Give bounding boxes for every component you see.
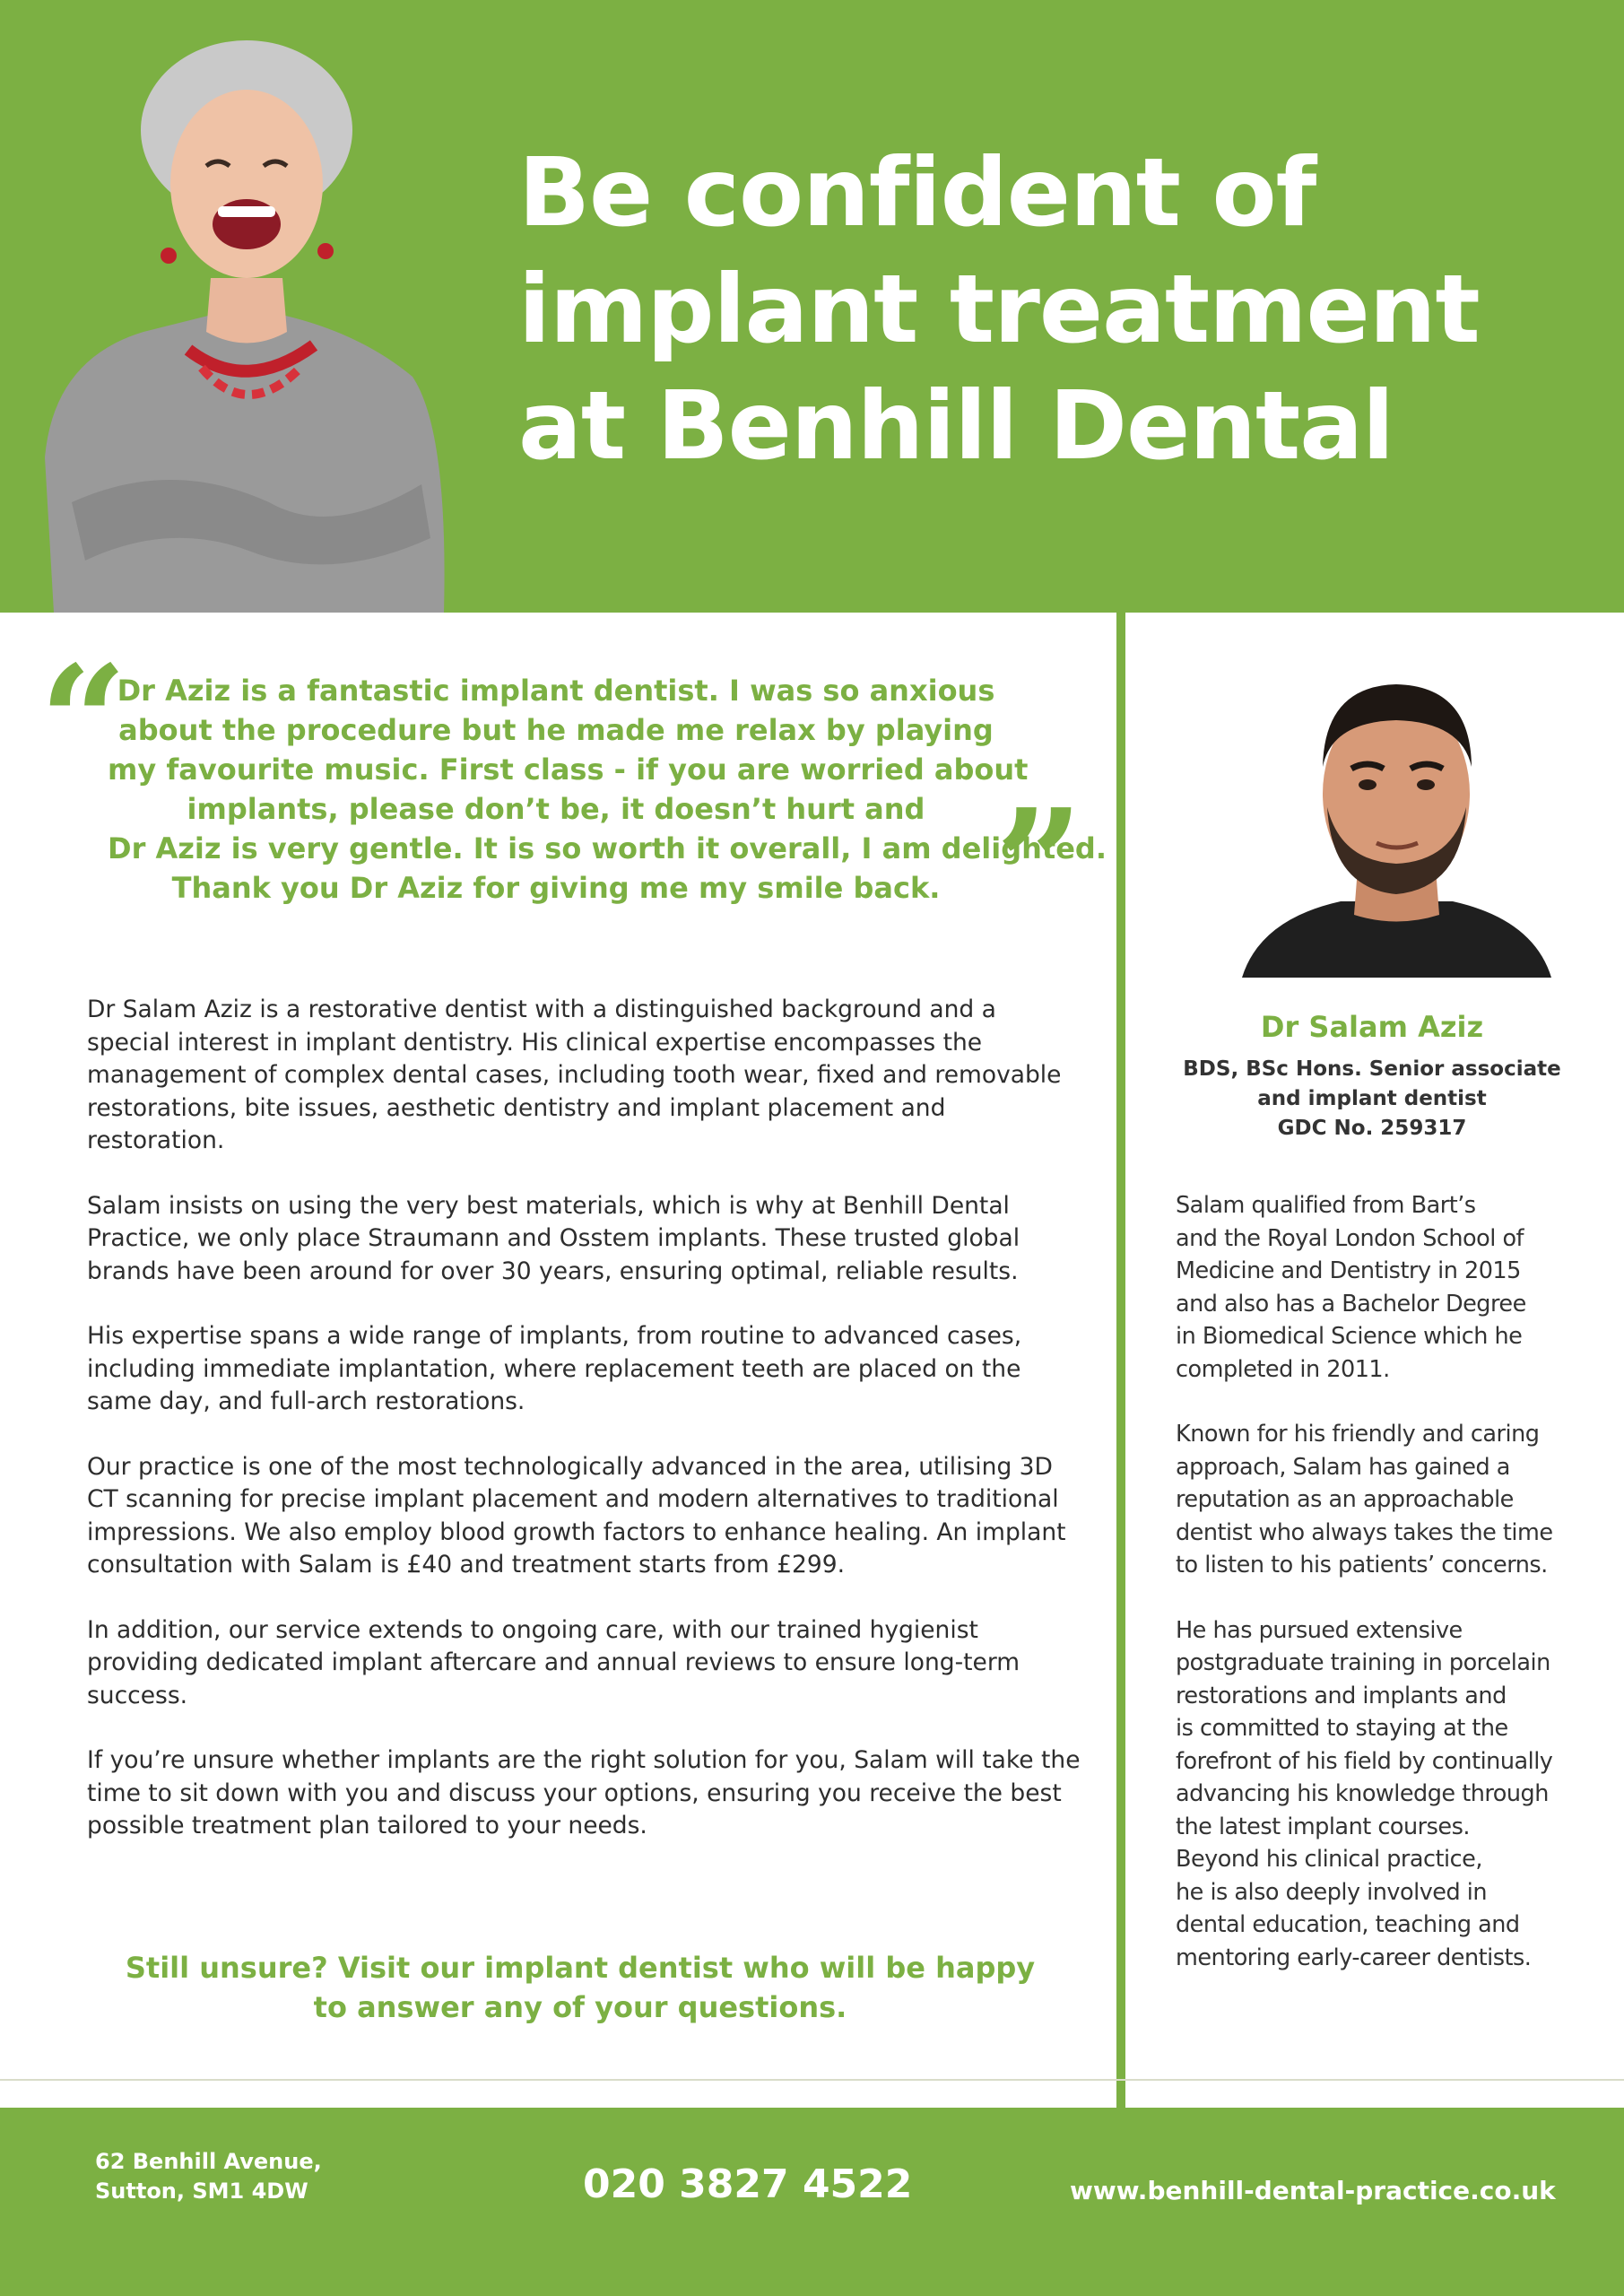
bio-line: restorations and implants and [1176,1682,1507,1709]
headline-line-1: Be confident of [518,138,1316,248]
body-paragraph: Dr Salam Aziz is a restorative dentist with a distinguished background and a special interest in implant dentistry. His clinical expertise encompasses the management of complex dental cases, including tooth wear, fixed and removable restorations, bite issues, aesthetic dentistry and implant placement and restoration. [87,996,1062,1154]
testimonial-quote [108,671,1107,908]
cta-line: Still unsure? Visit our implant dentist who will be happy [125,1951,1036,1985]
bio-line: the latest implant courses. [1176,1813,1470,1840]
bio-line: is committed to staying at the [1176,1715,1508,1742]
bio-line: dental education, teaching and [1176,1911,1520,1938]
bio-line: he is also deeply involved in [1176,1878,1488,1906]
bio-line: reputation as an approachable [1176,1486,1514,1513]
credential-line: and implant dentist [1257,1087,1487,1110]
bio-paragraph [1176,1189,1606,1386]
bio-line: Known for his friendly and caring [1176,1421,1540,1448]
dentist-biography [1176,1189,1606,2006]
bio-paragraph [1176,1614,1606,1975]
address-line: 62 Benhill Avenue, [95,2149,322,2174]
open-quote-icon: “ [39,632,127,812]
testimonial-line: Dr Aziz is very gentle. It is so worth it overall, I am delighted. [108,831,1107,865]
testimonial-line: Dr Aziz is a fantastic implant dentist. I was so anxious [117,674,995,708]
headline-line-3: at Benhill Dental [518,371,1394,481]
hero-banner [0,0,1624,613]
bio-line: completed in 2011. [1176,1355,1390,1383]
body-paragraph: Salam insists on using the very best materials, which is why at Benhill Dental Practice, we only place Straumann and Osstem implants. These trusted global brands have been around for over 30 years, ensuring optimal, reliable results. [87,1191,1020,1285]
practice-address [95,2147,322,2206]
bio-line: in Biomedical Science which he [1176,1323,1523,1350]
address-line: Sutton, SM1 4DW [95,2179,308,2204]
bio-line: dentist who always takes the time [1176,1518,1553,1546]
footer-bar [0,2108,1624,2296]
bio-paragraph [1176,1418,1606,1582]
testimonial-line: my favourite music. First class - if you are worried about [108,752,1029,787]
bio-line: to listen to his patients’ concerns. [1176,1552,1548,1578]
phone-number[interactable]: 020 3827 4522 [583,2161,913,2207]
bio-line: advancing his knowledge through [1176,1780,1549,1807]
call-to-action [87,1948,1073,2027]
testimonial-line: about the procedure but he made me relax by playing [118,713,994,747]
headline [518,135,1594,484]
cta-line: to answer any of your questions. [313,1990,847,2024]
headline-line-2: implant treatment [518,255,1480,364]
bio-line: mentoring early-career dentists. [1176,1944,1532,1971]
testimonial-line: implants, please don’t be, it doesn’t hurt and [187,792,925,826]
dentist-credentials [1139,1055,1605,1144]
main-article [87,994,1082,1875]
woman-portrait-image [36,36,457,613]
bio-line: Medicine and Dentistry in 2015 [1176,1257,1521,1284]
bio-line: approach, Salam has gained a [1176,1453,1510,1481]
credential-line: BDS, BSc Hons. Senior associate [1183,1057,1561,1081]
body-paragraph: If you’re unsure whether implants are the right solution for you, Salam will take the time to sit down with you and discuss your options, ensuring you receive the best possible treatment plan tailored to your needs. [87,1746,1081,1839]
credential-line: GDC No. 259317 [1277,1117,1467,1140]
column-divider [1116,613,1125,2108]
horizontal-rule [0,2079,1624,2081]
dentist-name: Dr Salam Aziz [1260,1010,1484,1044]
bio-line: Salam qualified from Bart’s [1176,1192,1476,1219]
dentist-portrait-image [1242,659,1551,978]
body-paragraph: His expertise spans a wide range of implants, from routine to advanced cases, including immediate implantation, where replacement teeth are placed on the same day, and full-arch restorations. [87,1322,1022,1415]
website-link[interactable]: www.benhill-dental-practice.co.uk [1070,2176,1556,2205]
bio-line: postgraduate training in porcelain [1176,1649,1550,1676]
testimonial-line: Thank you Dr Aziz for giving me my smile back. [171,871,941,905]
body-paragraph: Our practice is one of the most technologically advanced in the area, utilising 3D CT scanning for precise implant placement and modern alternatives to traditional impressions. We also employ blood growth factors to enhance healing. An implant consultation with Salam is £40 and treatment starts from £299. [87,1452,1066,1578]
bio-line: forefront of his field by continually [1176,1747,1553,1775]
bio-line: He has pursued extensive [1176,1616,1463,1644]
bio-line: Beyond his clinical practice, [1176,1846,1482,1873]
bio-line: and the Royal London School of [1176,1224,1524,1252]
bio-line: and also has a Bachelor Degree [1176,1290,1526,1318]
body-paragraph: In addition, our service extends to ongoing care, with our trained hygienist providing dedicated implant aftercare and annual reviews to ensure long-term success. [87,1615,1020,1709]
close-quote-icon: ” [995,776,1083,955]
